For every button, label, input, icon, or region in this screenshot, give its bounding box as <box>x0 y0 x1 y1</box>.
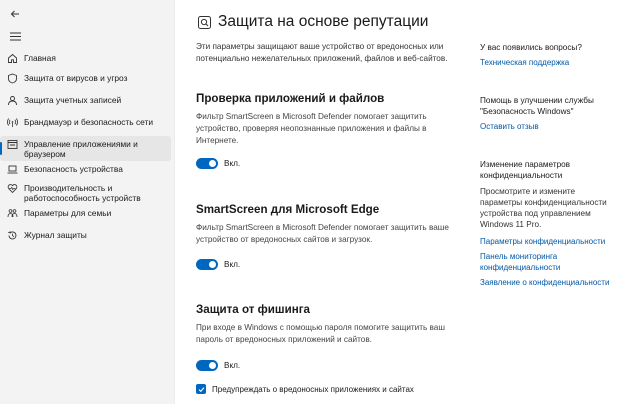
home-icon <box>6 52 18 64</box>
sidebar-item-label: Безопасность устройства <box>24 164 123 174</box>
sidebar-divider <box>174 0 175 404</box>
sidebar-item-label: Управление приложениями и браузером <box>24 139 138 159</box>
right-panel <box>480 0 616 404</box>
support-link[interactable]: Техническая поддержка <box>480 58 570 67</box>
sidebar-item-account-protection[interactable] <box>0 92 171 114</box>
warn-malicious-row <box>196 384 414 394</box>
heart-pulse-icon <box>6 182 18 194</box>
checkmark-icon <box>198 386 205 393</box>
sidebar-nav <box>0 50 174 249</box>
toggle-label: Вкл. <box>224 361 241 370</box>
sidebar-item-virus-protection[interactable] <box>0 70 171 92</box>
questions-heading: У вас появились вопросы? <box>480 43 582 52</box>
person-icon <box>6 94 18 106</box>
sidebar-item-label: Защита учетных записей <box>24 95 122 105</box>
toggle-row-smartscreen-edge <box>196 259 240 270</box>
privacy-settings-link[interactable]: Параметры конфиденциальности <box>480 237 606 246</box>
section-title-app-file-check: Проверка приложений и файлов <box>196 92 385 105</box>
sidebar-item-device-performance[interactable] <box>0 180 171 205</box>
warn-malicious-checkbox[interactable] <box>196 384 206 394</box>
privacy-heading: Изменение параметров конфиденциальности <box>480 160 571 180</box>
sidebar-item-protection-history[interactable] <box>0 227 171 249</box>
app-file-check-toggle[interactable] <box>196 158 218 169</box>
sidebar-item-home[interactable] <box>0 50 171 70</box>
sidebar-item-family-options[interactable] <box>0 205 171 227</box>
section-title-phishing-protection: Защита от фишинга <box>196 303 311 316</box>
sidebar-item-label: Производительность и работоспособность устройств <box>24 183 141 203</box>
page-title-text: Защита на основе репутации <box>218 13 429 30</box>
sidebar-item-label: Защита от вирусов и угроз <box>24 73 128 83</box>
toggle-row-phishing-protection <box>196 360 240 371</box>
laptop-icon <box>6 163 18 175</box>
feedback-link[interactable]: Оставить отзыв <box>480 122 539 131</box>
shield-icon <box>6 72 18 84</box>
section-desc-phishing-protection: При входе в Windows с помощью пароля помогите защитить ваш пароль от вредоносных приложений и сайтов. <box>196 323 445 344</box>
toggle-row-app-file-check <box>196 158 240 169</box>
main-content <box>196 0 466 404</box>
improve-heading: Помощь в улучшении службы "Безопасность Windows" <box>480 96 594 116</box>
sidebar-item-label: Журнал защиты <box>24 230 87 240</box>
privacy-text: Просмотрите и измените параметры конфиденциальности устройства под управлением Windows 11 Pro. <box>480 187 607 229</box>
menu-button[interactable] <box>5 27 25 45</box>
page-title <box>196 13 428 31</box>
back-arrow-icon <box>10 9 20 19</box>
sidebar-item-label: Брандмауэр и безопасность сети <box>24 117 154 127</box>
toggle-label: Вкл. <box>224 159 241 168</box>
sidebar-item-device-security[interactable] <box>0 161 171 180</box>
section-desc-app-file-check: Фильтр SmartScreen в Microsoft Defender помогает защитить устройство, проверяя неопознанные приложения и файлы в Интернете. <box>196 112 427 145</box>
intro-text: Эти параметры защищают ваше устройство от вредоносных или потенциально нежелательных приложений, файлов и веб-сайтов. <box>196 42 448 63</box>
back-button[interactable] <box>5 4 25 24</box>
section-title-smartscreen-edge: SmartScreen для Microsoft Edge <box>196 203 380 216</box>
warn-malicious-label: Предупреждать о вредоносных приложениях и сайтах <box>212 384 414 394</box>
sidebar-item-label: Параметры для семьи <box>24 208 112 218</box>
sidebar-item-firewall[interactable] <box>0 114 171 136</box>
family-icon <box>6 207 18 219</box>
antenna-icon <box>6 116 18 128</box>
app-window-icon <box>6 138 18 150</box>
smartscreen-edge-toggle[interactable] <box>196 259 218 270</box>
sidebar <box>0 0 174 404</box>
hamburger-icon <box>10 32 21 41</box>
privacy-dashboard-link[interactable]: Панель мониторинга конфиденциальности <box>480 252 561 272</box>
toggle-label: Вкл. <box>224 260 241 269</box>
sidebar-item-app-browser-control[interactable] <box>0 136 171 161</box>
phishing-protection-toggle[interactable] <box>196 360 218 371</box>
privacy-statement-link[interactable]: Заявление о конфиденциальности <box>480 278 610 287</box>
history-icon <box>6 229 18 241</box>
reputation-protection-icon <box>196 14 212 30</box>
section-desc-smartscreen-edge: Фильтр SmartScreen в Microsoft Defender помогает защитить ваше устройство от вредоносных сайтов и загрузок. <box>196 223 449 244</box>
sidebar-item-label: Главная <box>24 53 56 63</box>
